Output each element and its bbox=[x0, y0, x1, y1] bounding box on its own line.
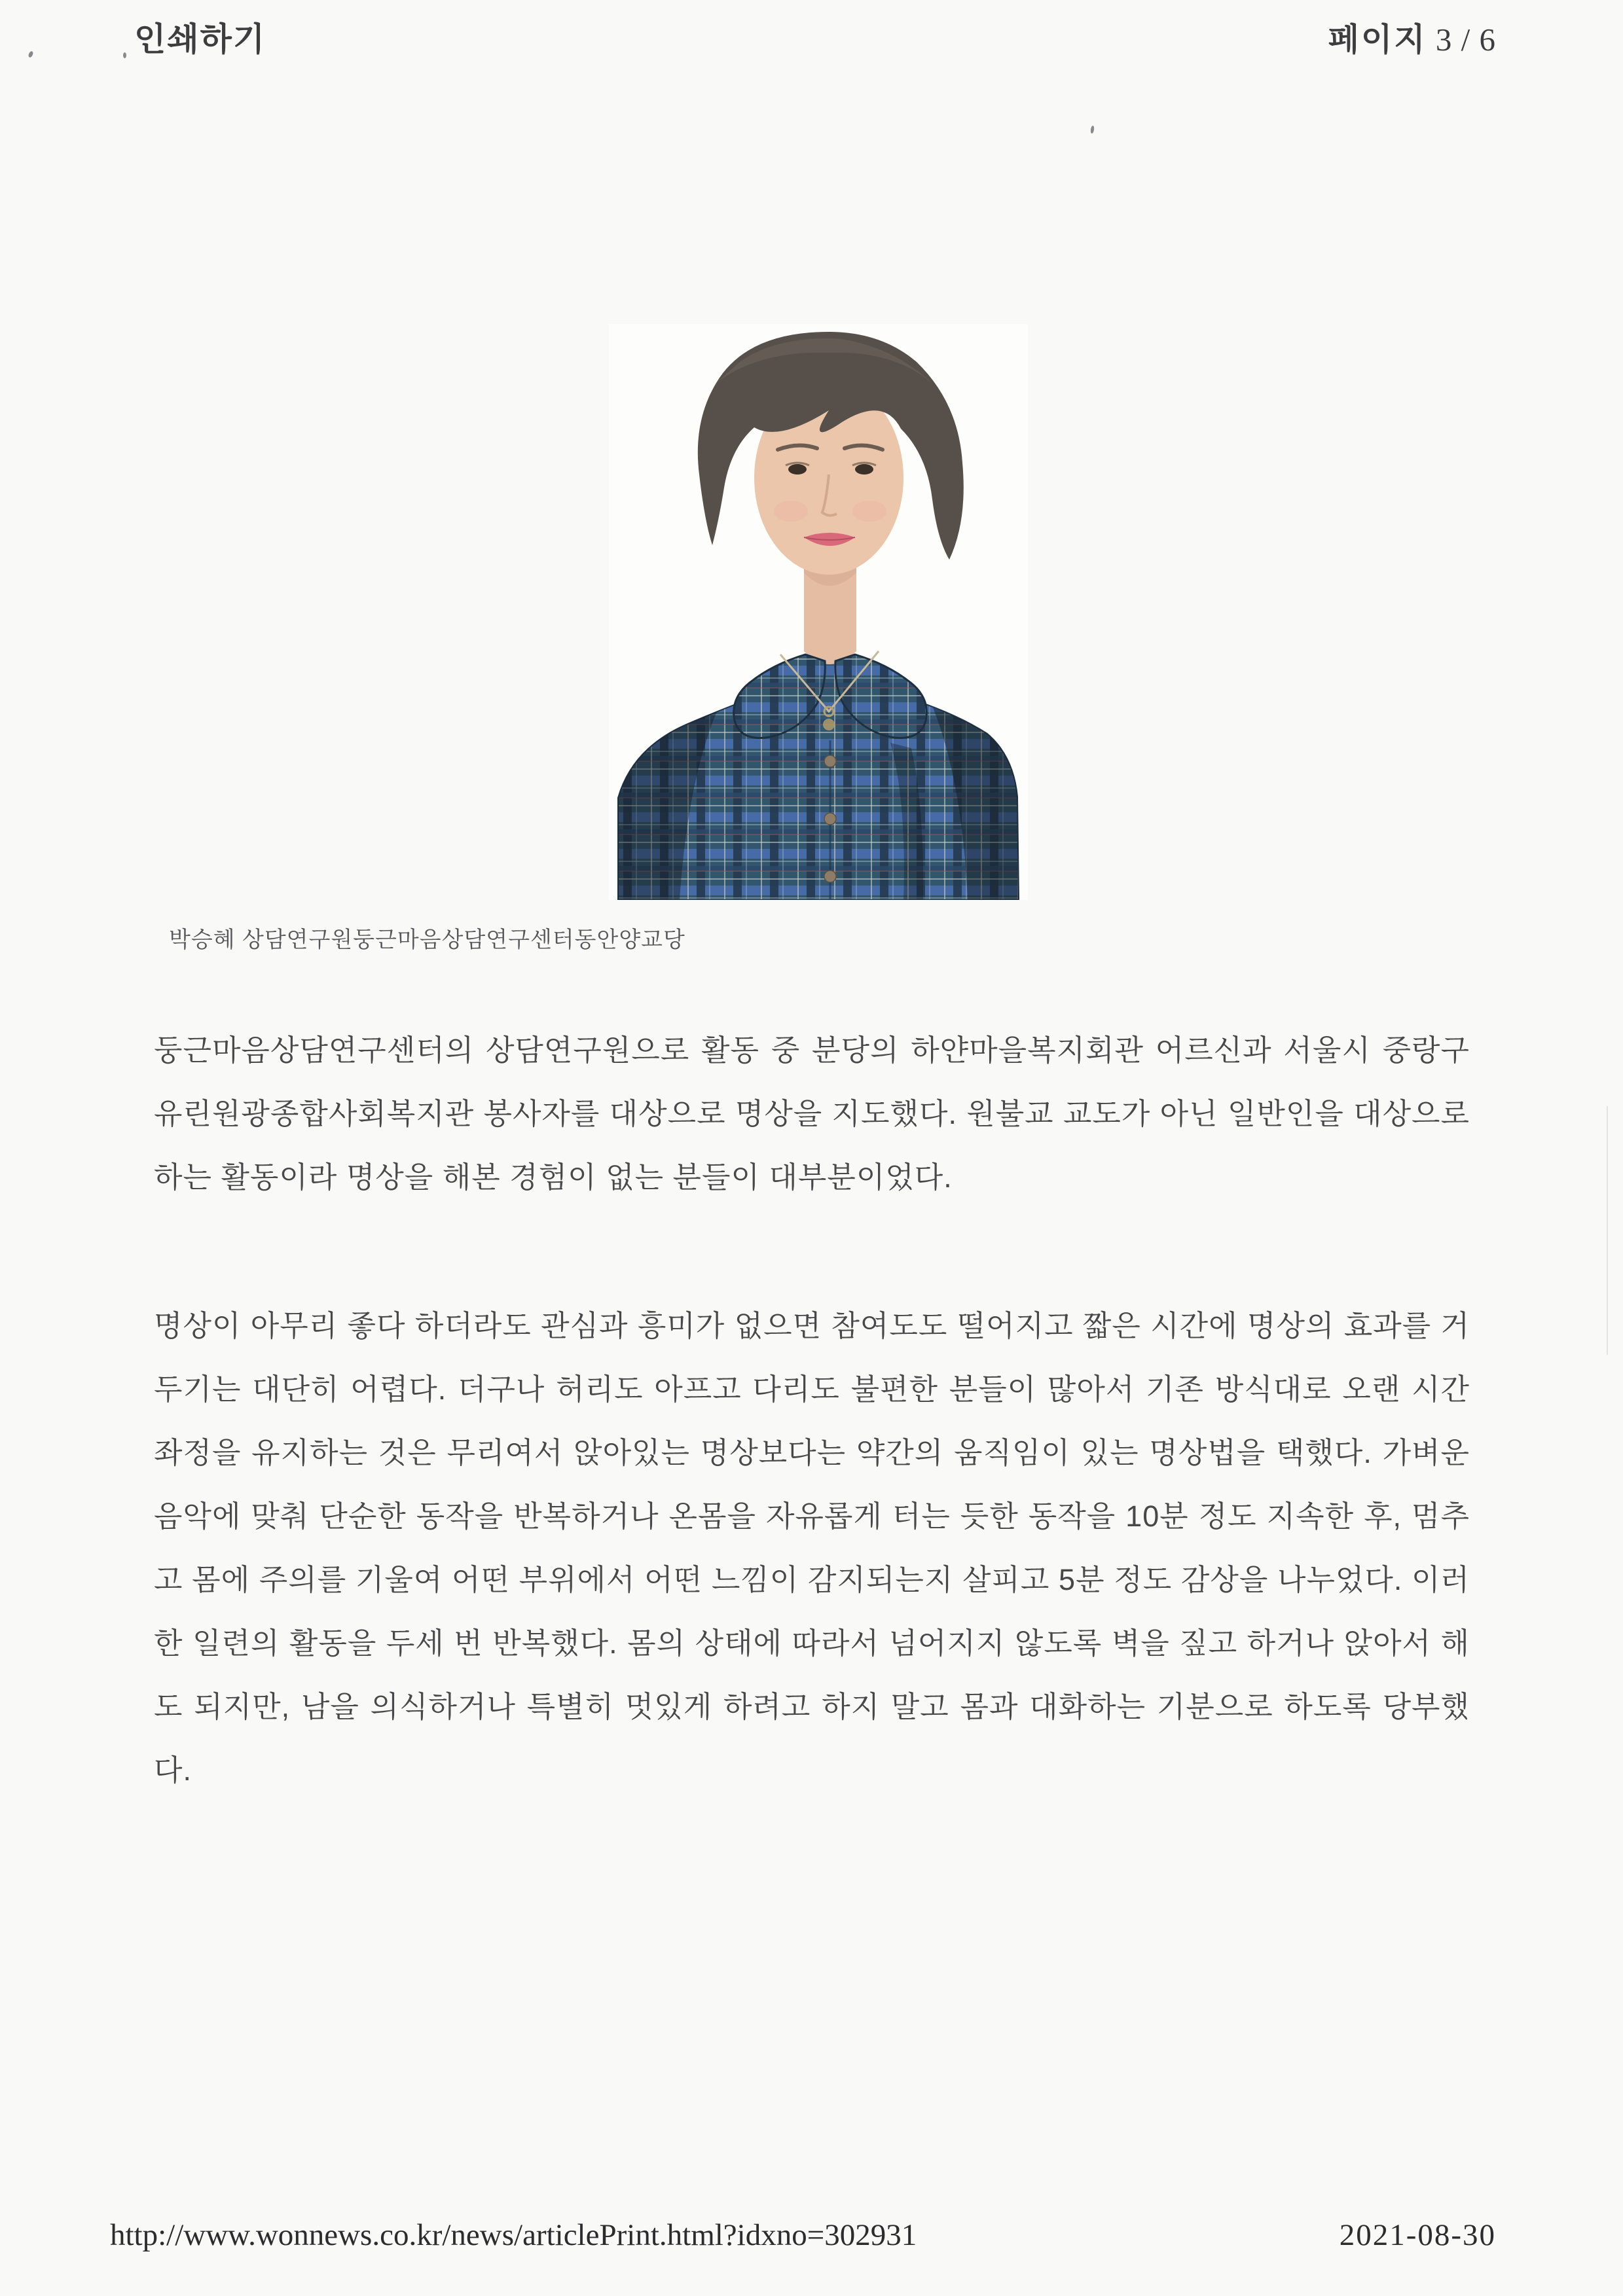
article-photo bbox=[609, 324, 1028, 900]
necklace-charm bbox=[823, 719, 835, 730]
print-date: 2021-08-30 bbox=[1339, 2218, 1496, 2252]
blush-left bbox=[774, 501, 808, 522]
portrait-illustration bbox=[609, 324, 1028, 900]
source-url: http://www.wonnews.co.kr/news/articlePrint.html?idxno=302931 bbox=[110, 2218, 917, 2252]
scan-line-artifact bbox=[1607, 1106, 1608, 1355]
article-body bbox=[154, 1018, 1470, 1887]
blush-right bbox=[852, 501, 886, 522]
page-indicator bbox=[1328, 14, 1496, 60]
page-word: 페이지 bbox=[1328, 22, 1427, 58]
article-paragraph-2: 명상이 아무리 좋다 하더라도 관심과 흥미가 없으면 참여도도 떨어지고 짧은 시간에 명상의 효과를 거두기는 대단히 어렵다. 더구나 허리도 아프고 다리도 불편한 분들이 많아서 기존 방식대로 오랜 시간 좌정을 유지하는 것은 무리여서 앉아있는 명상보다는 약간의 움직임이 있는 명상법을 택했다. 가벼운 음악에 맞춰 단순한 동작을 반복하거나 온몸을 자유롭게 터는 듯한 동작을 10분 정도 지속한 후, 멈추고 몸에 주의를 기울여 어떤 부위에서 어떤 느낌이 감지되는지 살피고 5분 정도 감상을 나누었다. 이러한 일련의 활동을 두세 번 반복했다. 몸의 상태에 따라서 넘어지지 않도록 벽을 짚고 하거나 앉아서 해도 되지만, 남을 의식하거나 특별히 멋있게 하려고 하지 말고 몸과 대화하는 기분으로 하도록 당부했다. bbox=[154, 1309, 1470, 1787]
shirt-button bbox=[824, 813, 836, 825]
article-paragraph-1: 둥근마음상담연구센터의 상담연구원으로 활동 중 분당의 하얀마을복지회관 어르신과 서울시 중랑구 유린원광종합사회복지관 봉사자를 대상으로 명상을 지도했다. 원불교 교도가 아닌 일반인을 대상으로 하는 활동이라 명상을 해본 경험이 없는 분들이 대부분이었다. bbox=[154, 1033, 1470, 1194]
eye-left bbox=[788, 464, 807, 475]
photo-caption: 박승혜 상담연구원둥근마음상담연구센터동안양교당 bbox=[169, 927, 685, 952]
scan-speck bbox=[123, 52, 126, 58]
scan-speck bbox=[1090, 126, 1095, 134]
shirt-button bbox=[824, 870, 836, 882]
scan-speck bbox=[27, 50, 34, 58]
print-title: 인쇄하기 bbox=[134, 21, 266, 58]
shirt-button bbox=[824, 755, 836, 767]
page-number: 3 / 6 bbox=[1435, 22, 1496, 58]
eye-right bbox=[855, 464, 873, 475]
